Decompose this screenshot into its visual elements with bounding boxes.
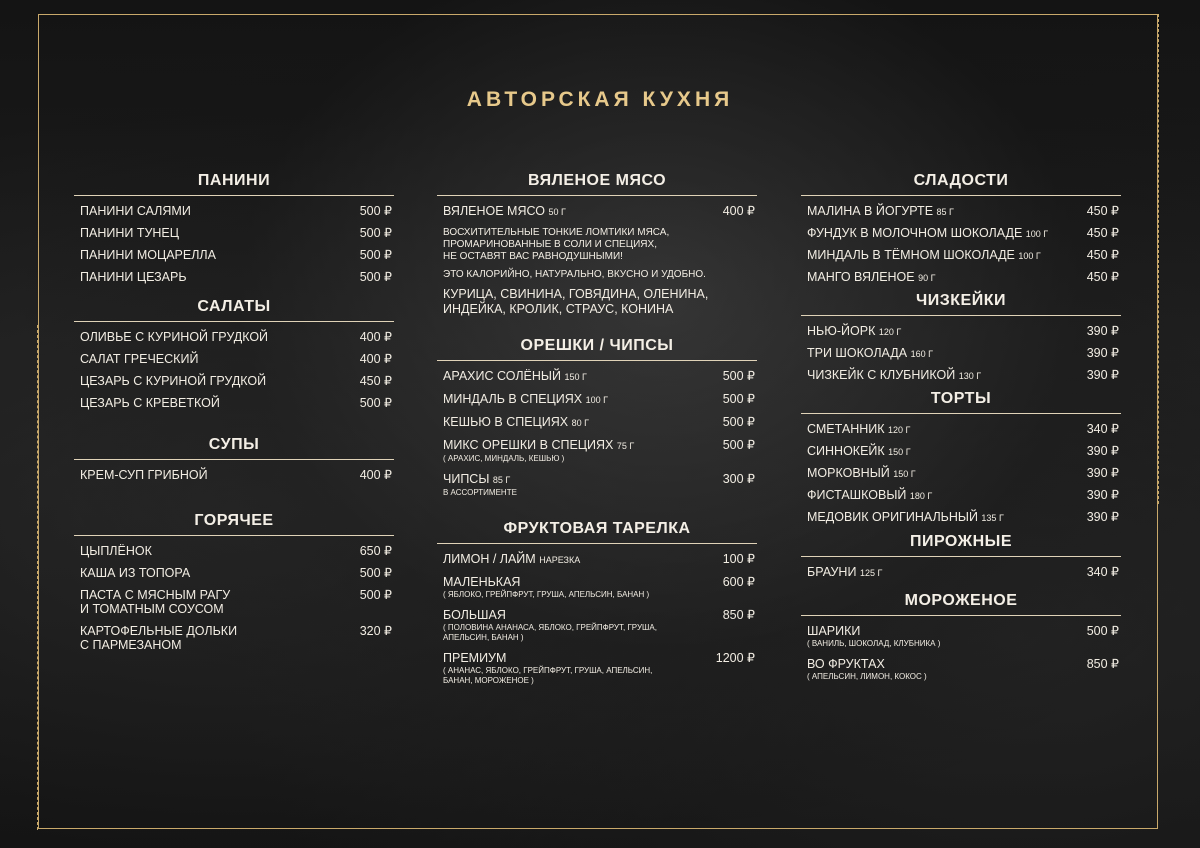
item-name-wrap bbox=[443, 204, 566, 219]
menu-item bbox=[801, 444, 1121, 459]
menu-item bbox=[437, 204, 757, 219]
menu-item bbox=[801, 510, 1121, 525]
item-weight: 50 Г bbox=[548, 207, 566, 217]
item-weight: 75 Г bbox=[616, 441, 635, 451]
item-name: МАЛЕНЬКАЯ bbox=[443, 575, 521, 589]
item-name-wrap bbox=[807, 657, 927, 682]
item-weight: 135 Г bbox=[981, 513, 1004, 523]
menu-item bbox=[74, 248, 394, 262]
menu-item bbox=[437, 438, 757, 464]
menu-item bbox=[801, 204, 1121, 219]
menu-item bbox=[74, 374, 394, 388]
item-price: 500 ₽ bbox=[359, 226, 392, 240]
section-title: СЛАДОСТИ bbox=[801, 172, 1121, 196]
item-name: ВО ФРУКТАХ bbox=[807, 657, 885, 671]
section-soups bbox=[74, 436, 394, 482]
item-price: 500 ₽ bbox=[722, 369, 755, 383]
section-nuts-chips bbox=[437, 337, 757, 498]
item-price: 500 ₽ bbox=[359, 204, 392, 218]
item-price: 400 ₽ bbox=[359, 468, 392, 482]
menu-column-1 bbox=[74, 172, 394, 666]
item-name: ПАСТА С МЯСНЫМ РАГУ И ТОМАТНЫМ СОУСОМ bbox=[80, 588, 231, 616]
menu-item bbox=[801, 324, 1121, 339]
item-name: БРАУНИ bbox=[807, 565, 857, 579]
item-price: 400 ₽ bbox=[359, 330, 392, 344]
item-name: АРАХИС СОЛЁНЫЙ bbox=[443, 369, 561, 383]
item-price: 390 ₽ bbox=[1086, 466, 1119, 480]
item-price: 340 ₽ bbox=[1086, 565, 1119, 579]
item-price: 390 ₽ bbox=[1086, 510, 1119, 524]
menu-item bbox=[437, 369, 757, 384]
item-weight: 180 Г bbox=[909, 491, 933, 501]
section-ice-cream bbox=[801, 592, 1121, 682]
item-price: 450 ₽ bbox=[1086, 248, 1119, 262]
section-title: САЛАТЫ bbox=[74, 298, 394, 322]
item-price: 390 ₽ bbox=[1086, 488, 1119, 502]
section-title: СУПЫ bbox=[74, 436, 394, 460]
section-title: ПАНИНИ bbox=[74, 172, 394, 196]
section-cheesecakes bbox=[801, 292, 1121, 383]
menu-item bbox=[74, 352, 394, 366]
item-name-wrap bbox=[443, 415, 589, 430]
section-title: ТОРТЫ bbox=[801, 390, 1121, 414]
item-price: 500 ₽ bbox=[722, 392, 755, 406]
item-weight: 160 Г bbox=[910, 349, 933, 359]
item-name-wrap bbox=[807, 226, 1048, 241]
item-name-wrap bbox=[443, 392, 608, 407]
section-title: ОРЕШКИ / ЧИПСЫ bbox=[437, 337, 757, 361]
item-price: 600 ₽ bbox=[722, 575, 755, 589]
item-price: 340 ₽ bbox=[1086, 422, 1119, 436]
item-weight: НАРЕЗКА bbox=[539, 555, 581, 565]
menu-item bbox=[801, 248, 1121, 263]
item-name: ЧИЗКЕЙК С КЛУБНИКОЙ bbox=[807, 368, 956, 382]
item-name: МИНДАЛЬ В ТЁМНОМ ШОКОЛАДЕ bbox=[807, 248, 1015, 262]
item-price: 400 ₽ bbox=[722, 204, 755, 218]
item-name: ЦЕЗАРЬ С КУРИНОЙ ГРУДКОЙ bbox=[80, 374, 267, 388]
item-subtext: ( АПЕЛЬСИН, ЛИМОН, КОКОС ) bbox=[807, 672, 927, 681]
menu-item bbox=[801, 422, 1121, 437]
item-price: 450 ₽ bbox=[359, 374, 392, 388]
section-pastries bbox=[801, 533, 1121, 580]
menu-item bbox=[74, 330, 394, 344]
item-name: СМЕТАННИК bbox=[807, 422, 885, 436]
section-panini bbox=[74, 172, 394, 284]
item-price: 320 ₽ bbox=[359, 624, 392, 638]
section-sweets bbox=[801, 172, 1121, 285]
item-price: 300 ₽ bbox=[722, 472, 755, 486]
item-weight: 130 Г bbox=[958, 371, 982, 381]
item-weight: 150 Г bbox=[564, 372, 587, 382]
item-name: МАНГО ВЯЛЕНОЕ bbox=[807, 270, 915, 284]
jerky-meat-list: КУРИЦА, СВИНИНА, ГОВЯДИНА, ОЛЕНИНА, ИНДЕЙКА, КРОЛИК, СТРАУС, КОНИНА bbox=[443, 287, 709, 316]
item-name: ПАНИНИ САЛЯМИ bbox=[80, 204, 191, 218]
menu-item bbox=[801, 565, 1121, 580]
section-title: ВЯЛЕНОЕ МЯСО bbox=[437, 172, 757, 196]
item-name: МИКС ОРЕШКИ В СПЕЦИЯХ bbox=[443, 438, 614, 452]
item-name-wrap bbox=[807, 368, 981, 383]
item-name-wrap bbox=[443, 651, 652, 686]
menu-item bbox=[74, 226, 394, 240]
item-price: 1200 ₽ bbox=[715, 651, 755, 665]
menu-item bbox=[801, 368, 1121, 383]
frame-dash-left bbox=[37, 325, 38, 830]
item-name-wrap bbox=[443, 552, 580, 567]
jerky-description-2: ЭТО КАЛОРИЙНО, НАТУРАЛЬНО, ВКУСНО И УДОБНО. bbox=[443, 269, 706, 280]
section-cakes bbox=[801, 390, 1121, 525]
item-price: 390 ₽ bbox=[1086, 324, 1119, 338]
menu-item bbox=[74, 624, 394, 652]
item-name: ПАНИНИ ТУНЕЦ bbox=[80, 226, 180, 240]
item-price: 850 ₽ bbox=[722, 608, 755, 622]
item-name: КЕШЬЮ В СПЕЦИЯХ bbox=[443, 415, 569, 429]
section-hot bbox=[74, 512, 394, 652]
item-name: ФИСТАШКОВЫЙ bbox=[807, 488, 907, 502]
menu-item bbox=[437, 575, 757, 600]
menu-item bbox=[437, 472, 757, 498]
item-name-wrap bbox=[443, 608, 657, 643]
item-name-wrap bbox=[807, 565, 882, 580]
item-name: ФУНДУК В МОЛОЧНОМ ШОКОЛАДЕ bbox=[807, 226, 1023, 240]
section-title: МОРОЖЕНОЕ bbox=[801, 592, 1121, 616]
section-jerky bbox=[437, 172, 757, 317]
menu-item bbox=[74, 544, 394, 558]
menu-item bbox=[74, 204, 394, 218]
item-price: 500 ₽ bbox=[359, 270, 392, 284]
item-weight: 90 Г bbox=[918, 273, 936, 283]
item-name-wrap bbox=[807, 324, 901, 339]
item-name: ПРЕМИУМ bbox=[443, 651, 507, 665]
menu-item bbox=[801, 270, 1121, 285]
item-weight: 120 Г bbox=[888, 425, 911, 435]
item-name-wrap bbox=[443, 472, 517, 498]
item-name: ПАНИНИ МОЦАРЕЛЛА bbox=[80, 248, 216, 262]
item-price: 650 ₽ bbox=[359, 544, 392, 558]
item-name: ШАРИКИ bbox=[807, 624, 861, 638]
item-name: ВЯЛЕНОЕ МЯСО bbox=[443, 204, 545, 218]
item-price: 450 ₽ bbox=[1086, 270, 1119, 284]
item-name: ЦЫПЛЁНОК bbox=[80, 544, 152, 558]
item-name-wrap bbox=[807, 488, 932, 503]
menu-item bbox=[74, 396, 394, 410]
item-name: ОЛИВЬЕ С КУРИНОЙ ГРУДКОЙ bbox=[80, 330, 269, 344]
item-price: 390 ₽ bbox=[1086, 368, 1119, 382]
item-name-wrap bbox=[443, 438, 634, 464]
item-price: 450 ₽ bbox=[1086, 226, 1119, 240]
item-name: КАРТОФЕЛЬНЫЕ ДОЛЬКИ С ПАРМЕЗАНОМ bbox=[80, 624, 238, 652]
item-name: ЧИПСЫ bbox=[443, 472, 490, 486]
menu-column-2 bbox=[437, 172, 757, 700]
menu-item bbox=[437, 651, 757, 686]
section-title: ПИРОЖНЫЕ bbox=[801, 533, 1121, 557]
section-title: ФРУКТОВАЯ ТАРЕЛКА bbox=[437, 520, 757, 544]
item-weight: 150 Г bbox=[888, 447, 911, 457]
item-price: 500 ₽ bbox=[722, 438, 755, 452]
menu-item bbox=[74, 468, 394, 482]
item-price: 390 ₽ bbox=[1086, 346, 1119, 360]
item-name-wrap bbox=[807, 248, 1041, 263]
item-weight: 125 Г bbox=[859, 568, 883, 578]
item-price: 850 ₽ bbox=[1086, 657, 1119, 671]
menu-item bbox=[801, 466, 1121, 481]
item-name-wrap bbox=[443, 369, 587, 384]
item-name-wrap bbox=[807, 346, 933, 361]
menu-item bbox=[74, 270, 394, 284]
menu-item bbox=[801, 657, 1121, 682]
item-price: 500 ₽ bbox=[359, 248, 392, 262]
item-name-wrap bbox=[807, 270, 936, 285]
item-subtext: ( ПОЛОВИНА АНАНАСА, ЯБЛОКО, ГРЕЙПФРУТ, ГРУША, АПЕЛЬСИН, БАНАН ) bbox=[443, 623, 657, 642]
item-name: БОЛЬШАЯ bbox=[443, 608, 506, 622]
item-price: 500 ₽ bbox=[359, 396, 392, 410]
item-weight: 85 Г bbox=[492, 475, 511, 485]
item-subtext: ( АРАХИС, МИНДАЛЬ, КЕШЬЮ ) bbox=[443, 454, 565, 463]
item-name: МЕДОВИК ОРИГИНАЛЬНЫЙ bbox=[807, 510, 978, 524]
item-weight: 80 Г bbox=[571, 418, 590, 428]
item-name: ЛИМОН / ЛАЙМ bbox=[443, 552, 536, 566]
menu-item bbox=[801, 226, 1121, 241]
menu-item bbox=[74, 566, 394, 580]
menu-item bbox=[437, 552, 757, 567]
item-price: 390 ₽ bbox=[1086, 444, 1119, 458]
item-subtext: В АССОРТИМЕНТЕ bbox=[443, 488, 517, 497]
item-price: 450 ₽ bbox=[1086, 204, 1119, 218]
item-subtext: ( АНАНАС, ЯБЛОКО, ГРЕЙПФРУТ, ГРУША, АПЕЛЬСИН, БАНАН, МОРОЖЕНОЕ ) bbox=[443, 666, 653, 685]
menu-item bbox=[74, 588, 394, 616]
menu-item bbox=[801, 624, 1121, 649]
item-weight: 100 Г bbox=[1018, 251, 1041, 261]
item-price: 100 ₽ bbox=[722, 552, 755, 566]
jerky-description: ВОСХИТИТЕЛЬНЫЕ ТОНКИЕ ЛОМТИКИ МЯСА, ПРОМАРИНОВАННЫЕ В СОЛИ И СПЕЦИЯХ, НЕ ОСТАВЯТ ВАС РАВНОДУШНЫМИ! bbox=[443, 227, 670, 262]
item-name: ЦЕЗАРЬ С КРЕВЕТКОЙ bbox=[80, 396, 220, 410]
menu-item bbox=[437, 608, 757, 643]
item-name: ПАНИНИ ЦЕЗАРЬ bbox=[80, 270, 187, 284]
item-name: НЬЮ-ЙОРК bbox=[807, 324, 876, 338]
menu-title: АВТОРСКАЯ КУХНЯ bbox=[466, 88, 734, 111]
item-name: МАЛИНА В ЙОГУРТЕ bbox=[807, 204, 934, 218]
item-name-wrap bbox=[807, 204, 954, 219]
menu-item bbox=[801, 488, 1121, 503]
item-name: САЛАТ ГРЕЧЕСКИЙ bbox=[80, 352, 199, 366]
item-name: СИННОКЕЙК bbox=[807, 444, 885, 458]
item-price: 500 ₽ bbox=[359, 588, 392, 602]
item-weight: 150 Г bbox=[893, 469, 916, 479]
item-name: ТРИ ШОКОЛАДА bbox=[807, 346, 908, 360]
item-price: 500 ₽ bbox=[1086, 624, 1119, 638]
item-name: МИНДАЛЬ В СПЕЦИЯХ bbox=[443, 392, 583, 406]
item-subtext: ( ВАНИЛЬ, ШОКОЛАД, КЛУБНИКА ) bbox=[807, 639, 941, 648]
item-name-wrap bbox=[807, 510, 1004, 525]
item-name: КРЕМ-СУП ГРИБНОЙ bbox=[80, 468, 208, 482]
item-weight: 85 Г bbox=[936, 207, 954, 217]
section-title: ЧИЗКЕЙКИ bbox=[801, 292, 1121, 316]
section-fruit-plate bbox=[437, 520, 757, 686]
item-price: 500 ₽ bbox=[359, 566, 392, 580]
menu-item bbox=[801, 346, 1121, 361]
item-name: МОРКОВНЫЙ bbox=[807, 466, 890, 480]
item-name-wrap bbox=[807, 624, 940, 649]
item-subtext: ( ЯБЛОКО, ГРЕЙПФРУТ, ГРУША, АПЕЛЬСИН, БАНАН ) bbox=[443, 590, 650, 599]
item-name-wrap bbox=[807, 444, 911, 459]
item-weight: 120 Г bbox=[878, 327, 902, 337]
item-price: 400 ₽ bbox=[359, 352, 392, 366]
menu-column-3 bbox=[801, 172, 1121, 696]
item-name-wrap bbox=[443, 575, 649, 600]
item-price: 500 ₽ bbox=[722, 415, 755, 429]
item-name-wrap bbox=[807, 422, 910, 437]
item-weight: 100 Г bbox=[585, 395, 609, 405]
menu-item bbox=[437, 415, 757, 430]
section-salads bbox=[74, 298, 394, 410]
menu-item bbox=[437, 392, 757, 407]
item-weight: 100 Г bbox=[1025, 229, 1049, 239]
section-title: ГОРЯЧЕЕ bbox=[74, 512, 394, 536]
item-name-wrap bbox=[807, 466, 916, 481]
item-name: КАША ИЗ ТОПОРА bbox=[80, 566, 191, 580]
